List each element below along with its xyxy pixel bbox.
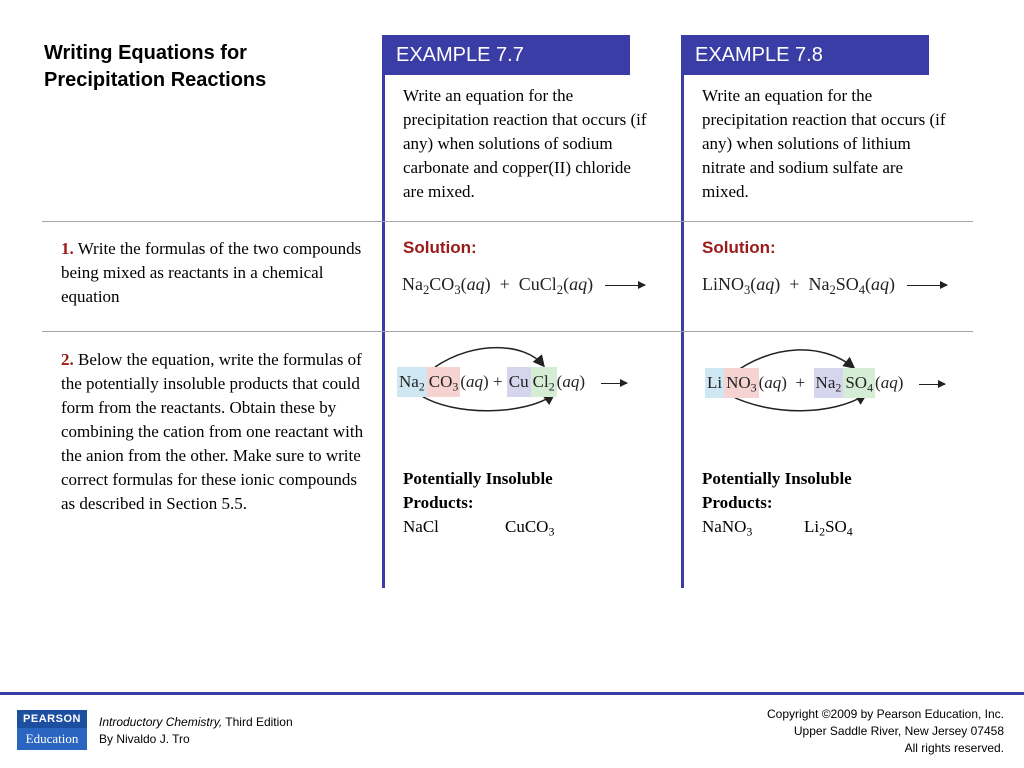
reaction-arrow-icon bbox=[605, 285, 645, 286]
example-7-7-ion-equation: $Na_2$ $CO_3$ (aq) + Cu $Cl_2$ (aq) bbox=[397, 367, 627, 397]
slide-title-line-2: Precipitation Reactions bbox=[44, 69, 267, 91]
top-swap-arrow-icon bbox=[435, 348, 543, 367]
step-2-number: 2. bbox=[61, 350, 74, 369]
reaction-arrow-icon bbox=[907, 285, 947, 286]
column-divider-right bbox=[681, 35, 684, 588]
book-title: Introductory Chemistry, bbox=[99, 715, 223, 729]
example-7-7-products-heading: Potentially Insoluble Products: bbox=[403, 469, 553, 512]
example-7-8-ion-equation: Li $NO_3$ $(aq) + Na_2$ $SO_4$ (aq) bbox=[705, 368, 945, 398]
example-7-7-product-1: NaCl bbox=[403, 517, 439, 536]
example-7-7-prompt: Write an equation for the precipitation reaction that occurs (if any) when solutions of sodium carbonate and copper(II) chloride are mixed. bbox=[403, 86, 647, 201]
example-7-8-reactant-equation: LiNO$_3$(aq) + $Na_2SO_4(aq)$ bbox=[702, 274, 947, 295]
step-2 bbox=[61, 348, 366, 516]
example-7-7-solution-label: Solution: bbox=[403, 238, 477, 257]
step-1-number: 1. bbox=[61, 239, 74, 258]
footer-book-info bbox=[99, 714, 293, 748]
example-7-8-product-2: $Li_2SO_4$ bbox=[804, 517, 853, 539]
slide-title-line-1: Writing Equations for bbox=[44, 42, 247, 64]
reaction-arrow-icon bbox=[919, 384, 945, 385]
book-author: By Nivaldo J. Tro bbox=[99, 732, 190, 746]
example-7-8-solution-label: Solution: bbox=[702, 238, 776, 257]
example-7-8-header: EXAMPLE 7.8 bbox=[683, 35, 929, 75]
bottom-swap-arrow-icon bbox=[420, 395, 553, 411]
book-edition: Third Edition bbox=[222, 715, 293, 729]
step-1-text: Write the formulas of the two compounds being mixed as reactants in a chemical equation bbox=[61, 239, 362, 306]
pearson-logo: PEARSON Education bbox=[17, 710, 87, 750]
example-7-8-prompt: Write an equation for the precipitation reaction that occurs (if any) when solutions of lithium nitrate and sodium sulfate are mixed. bbox=[702, 86, 946, 201]
example-7-8-product-1: NaNO$_3$ bbox=[702, 517, 753, 539]
example-7-7-reactant-equation: $Na_2CO_3(aq)$ + CuCl$_2$(aq) bbox=[402, 274, 645, 295]
row-divider-2 bbox=[42, 331, 973, 332]
example-7-7-product-2: CuCO$_3$ bbox=[505, 517, 555, 539]
example-7-7-header: EXAMPLE 7.7 bbox=[384, 35, 630, 75]
row-divider-1 bbox=[42, 221, 973, 222]
footer-copyright: Copyright ©2009 by Pearson Education, Inc. Upper Saddle River, New Jersey 07458 All rights reserved. bbox=[767, 707, 1004, 755]
example-7-8-products-heading: Potentially Insoluble Products: bbox=[702, 469, 852, 512]
column-divider-left bbox=[382, 35, 385, 588]
step-1 bbox=[61, 237, 366, 309]
slide-title bbox=[44, 40, 364, 94]
footer-divider bbox=[0, 692, 1024, 695]
step-2-text: Below the equation, write the formulas of the potentially insoluble products that could form from the reactants. Obtain these by combining the cation from one reactant with the anion from the other. Make sure to write correct formulas for these ionic compounds as described in Section 5.5. bbox=[61, 350, 364, 513]
reaction-arrow-icon bbox=[601, 383, 627, 384]
